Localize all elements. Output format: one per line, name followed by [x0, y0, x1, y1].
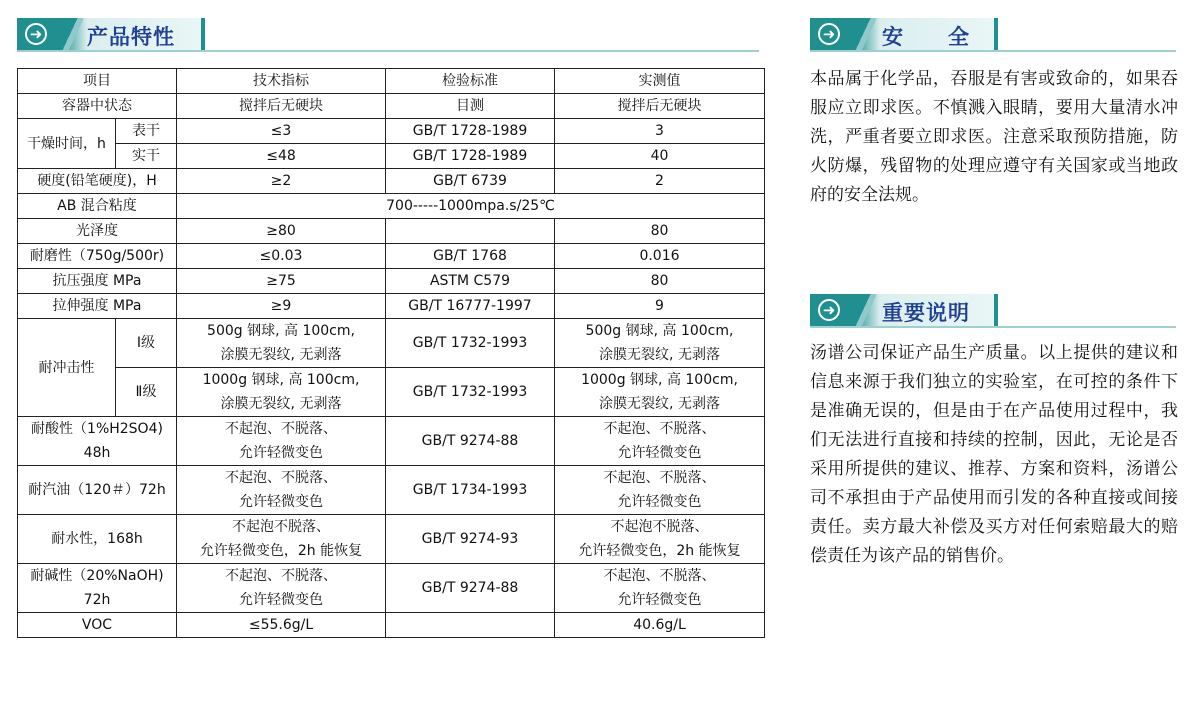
cell-line: 不起泡、不脱落、: [603, 568, 716, 584]
section-header-notice: [810, 294, 1176, 328]
item-cell: 耐磨性（750g/500r): [18, 244, 177, 269]
table-row: [18, 515, 765, 564]
table-row: [18, 94, 765, 119]
spec-cell: ≤0.03: [177, 244, 386, 269]
std-cell: GB/T 6739: [386, 169, 555, 194]
table-row: [18, 368, 765, 417]
cell-line: 允许轻微变色: [239, 494, 323, 510]
cell-line: 不起泡不脱落、: [232, 519, 330, 535]
sub-item-cell: Ⅱ级: [116, 368, 177, 417]
spec-cell: ≤55.6g/L: [177, 613, 386, 638]
table-row: [18, 144, 765, 169]
table-row: [18, 417, 765, 466]
std-cell: GB/T 1728-1989: [386, 144, 555, 169]
spec-cell: [177, 417, 386, 466]
header-cell: 检验标准: [386, 69, 555, 94]
section-header-features: [17, 18, 759, 52]
safety-paragraph: 本品属于化学品，吞服是有害或致命的，如果吞服应立即求医。不慎溅入眼睛，要用大量清水冲洗，严重者要立即求医。注意采取预防措施，防火防爆，残留物的处理应遵守有关国家或当地政府的安全法规。: [810, 69, 1178, 205]
spec-table: [17, 68, 765, 638]
cell-line: 1000g 钢球, 高 100cm,: [202, 372, 360, 388]
cell-line: 允许轻微变色，2h 能恢复: [199, 543, 363, 559]
cell-line: 耐酸性（1%H2SO4): [31, 421, 163, 437]
spec-cell: [177, 368, 386, 417]
sub-item-cell: 表干: [116, 119, 177, 144]
table-row: [18, 319, 765, 368]
sub-item-cell: 实干: [116, 144, 177, 169]
header-cell: 项目: [18, 69, 177, 94]
std-cell: GB/T 16777-1997: [386, 294, 555, 319]
table-row: [18, 119, 765, 144]
std-cell: GB/T 1734-1993: [386, 466, 555, 515]
value-cell: 80: [555, 219, 765, 244]
value-cell: 2: [555, 169, 765, 194]
value-cell: 搅拌后无硬块: [555, 94, 765, 119]
value-cell: 40.6g/L: [555, 613, 765, 638]
table-row: [18, 194, 765, 219]
std-cell: GB/T 1768: [386, 244, 555, 269]
table-row: [18, 244, 765, 269]
std-cell: [386, 219, 555, 244]
merged-value-cell: 700-----1000mpa.s/25℃: [177, 194, 765, 219]
circle-arrow-icon: ➜: [25, 23, 47, 45]
notice-paragraph: 汤谱公司保证产品生产质量。以上提供的建议和信息来源于我们独立的实验室，在可控的条件下是准确无误的，但是由于在产品使用过程中，我们无法进行直接和持续的控制，因此，无论是否采用所提供的建议、推荐、方案和资料，汤谱公司不承担由于产品使用而引发的各种直接或间接责任。卖方最大补偿及买方对任何索赔最大的赔偿责任为该产品的销售价。: [810, 343, 1178, 566]
cell-line: 耐碱性（20%NaOH): [30, 568, 164, 584]
item-cell: 容器中状态: [18, 94, 177, 119]
value-cell: [555, 515, 765, 564]
header-cell: 技术指标: [177, 69, 386, 94]
section-title: 安 全: [882, 25, 970, 49]
item-cell: 干燥时间，h: [18, 119, 116, 169]
table-row: [18, 169, 765, 194]
item-cell: 耐冲击性: [18, 319, 116, 417]
cell-line: 允许轻微变色，2h 能恢复: [578, 543, 741, 559]
item-cell: [18, 564, 177, 613]
spec-cell: 搅拌后无硬块: [177, 94, 386, 119]
std-cell: GB/T 9274-88: [386, 564, 555, 613]
cell-line: 不起泡、不脱落、: [603, 470, 716, 486]
table-header-row: [18, 69, 765, 94]
table-row: [18, 613, 765, 638]
spec-cell: ≥80: [177, 219, 386, 244]
cell-line: 允许轻微变色: [617, 445, 702, 461]
value-cell: [555, 319, 765, 368]
value-cell: 3: [555, 119, 765, 144]
header-rule: [810, 326, 1176, 328]
std-cell: GB/T 1732-1993: [386, 319, 555, 368]
cell-line: 72h: [83, 592, 111, 608]
sub-item-cell: Ⅰ级: [116, 319, 177, 368]
value-cell: [555, 466, 765, 515]
item-cell: 耐水性，168h: [18, 515, 177, 564]
header-cell: 实测值: [555, 69, 765, 94]
cell-line: 1000g 钢球, 高 100cm,: [581, 372, 738, 388]
item-cell: [18, 417, 177, 466]
header-rule: [810, 50, 1176, 52]
cell-line: 涂膜无裂纹, 无剥落: [599, 396, 720, 412]
cell-line: 涂膜无裂纹, 无剥落: [220, 347, 342, 363]
std-cell: [386, 613, 555, 638]
item-cell: 硬度(铅笔硬度)，H: [18, 169, 177, 194]
section-header-safety: [810, 18, 1176, 52]
value-cell: 40: [555, 144, 765, 169]
spec-cell: ≤48: [177, 144, 386, 169]
value-cell: 80: [555, 269, 765, 294]
table-row: [18, 219, 765, 244]
cell-line: 不起泡、不脱落、: [603, 421, 716, 437]
item-cell: 耐汽油（120＃）72h: [18, 466, 177, 515]
spec-cell: ≥9: [177, 294, 386, 319]
std-cell: ASTM C579: [386, 269, 555, 294]
value-cell: [555, 564, 765, 613]
cell-line: 不起泡不脱落、: [610, 519, 709, 535]
std-cell: GB/T 1732-1993: [386, 368, 555, 417]
item-cell: 拉伸强度 MPa: [18, 294, 177, 319]
cell-line: 允许轻微变色: [617, 494, 702, 510]
cell-line: 48h: [83, 445, 111, 461]
cell-line: 允许轻微变色: [617, 592, 702, 608]
table-row: [18, 294, 765, 319]
item-cell: 光泽度: [18, 219, 177, 244]
value-cell: [555, 417, 765, 466]
value-cell: [555, 368, 765, 417]
spec-cell: ≥75: [177, 269, 386, 294]
cell-line: 500g 钢球, 高 100cm,: [207, 323, 355, 339]
std-cell: GB/T 9274-93: [386, 515, 555, 564]
item-cell: AB 混合粘度: [18, 194, 177, 219]
std-cell: GB/T 1728-1989: [386, 119, 555, 144]
spec-cell: ≤3: [177, 119, 386, 144]
cell-line: 涂膜无裂纹, 无剥落: [599, 347, 720, 363]
spec-cell: [177, 319, 386, 368]
std-cell: GB/T 9274-88: [386, 417, 555, 466]
value-cell: 9: [555, 294, 765, 319]
cell-line: 500g 钢球, 高 100cm,: [585, 323, 734, 339]
circle-arrow-icon: ➜: [818, 299, 840, 321]
cell-line: 允许轻微变色: [239, 445, 323, 461]
cell-line: 不起泡、不脱落、: [225, 568, 337, 584]
item-cell: 抗压强度 MPa: [18, 269, 177, 294]
item-cell: VOC: [18, 613, 177, 638]
cell-line: 不起泡、不脱落、: [225, 470, 337, 486]
table-row: [18, 564, 765, 613]
table-row: [18, 269, 765, 294]
value-cell: 0.016: [555, 244, 765, 269]
spec-cell: ≥2: [177, 169, 386, 194]
section-title: 重要说明: [882, 301, 970, 325]
cell-line: 涂膜无裂纹, 无剥落: [220, 396, 342, 412]
circle-arrow-icon: ➜: [818, 23, 840, 45]
section-title: 产品特性: [87, 25, 175, 49]
table-row: [18, 466, 765, 515]
spec-cell: [177, 466, 386, 515]
spec-cell: [177, 515, 386, 564]
cell-line: 允许轻微变色: [239, 592, 323, 608]
cell-line: 不起泡、不脱落、: [225, 421, 337, 437]
std-cell: 目测: [386, 94, 555, 119]
spec-cell: [177, 564, 386, 613]
